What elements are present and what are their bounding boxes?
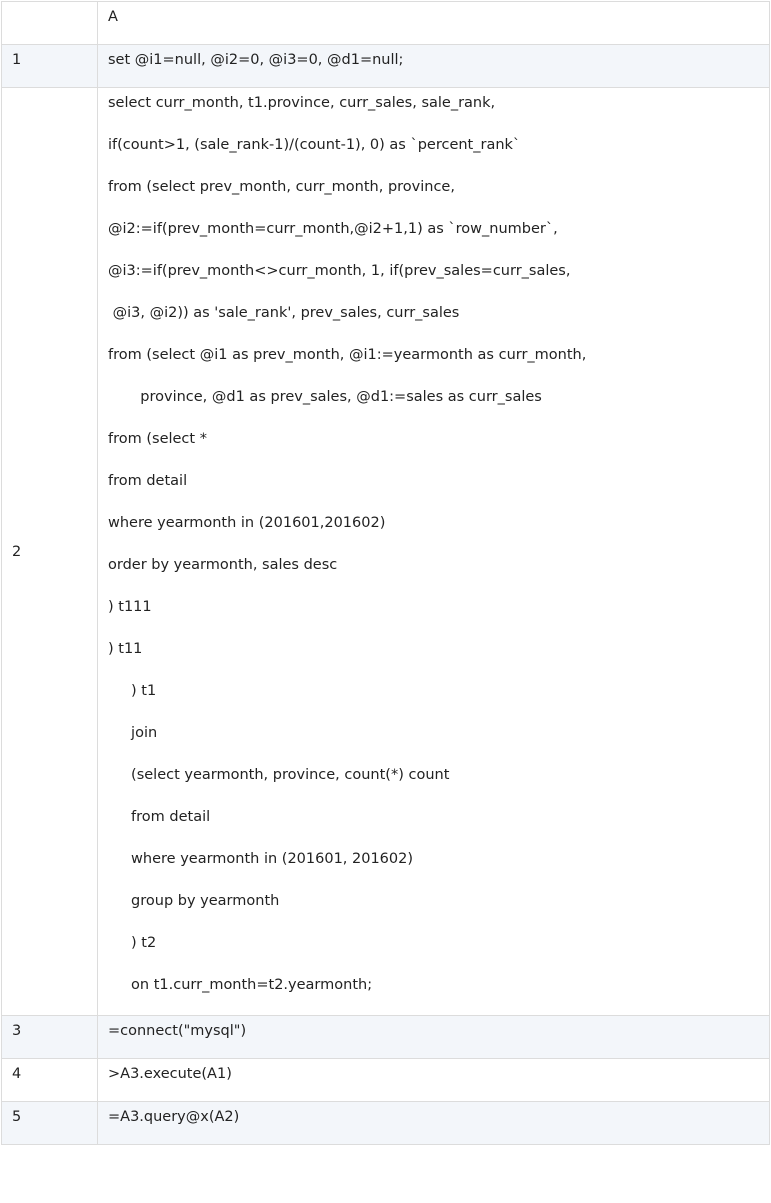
code-line: select curr_month, t1.province, curr_sales, sale_rank, xyxy=(108,95,496,111)
code-line: ) t1 xyxy=(108,683,157,699)
row-number: 2 xyxy=(12,543,22,560)
column-header-a[interactable] xyxy=(98,2,770,45)
cell-text: =A3.query@x(A2) xyxy=(108,1109,240,1125)
table-row-2 xyxy=(2,88,770,1016)
code-line: province, @d1 as prev_sales, @d1:=sales as curr_sales xyxy=(108,389,542,405)
table-row-5 xyxy=(2,1102,770,1145)
spreadsheet-grid xyxy=(1,1,770,1145)
row-number-cell[interactable] xyxy=(2,1016,98,1059)
table-row-1 xyxy=(2,45,770,88)
code-line: @i2:=if(prev_month=curr_month,@i2+1,1) as `row_number`, xyxy=(108,221,558,237)
row-number: 4 xyxy=(12,1066,22,1082)
code-line: where yearmonth in (201601,201602) xyxy=(108,515,386,531)
code-line: from detail xyxy=(108,809,211,825)
cell-text: set @i1=null, @i2=0, @i3=0, @d1=null; xyxy=(108,52,404,68)
code-line: ) t111 xyxy=(108,599,152,615)
row-number: 3 xyxy=(12,1023,22,1039)
cell-a1[interactable] xyxy=(98,45,770,88)
row-number: 1 xyxy=(12,52,22,68)
cell-a2[interactable] xyxy=(98,88,770,1016)
row-number-cell[interactable] xyxy=(2,1059,98,1102)
code-line: ) t11 xyxy=(108,641,143,657)
code-line: join xyxy=(108,725,158,741)
code-line: from (select @i1 as prev_month, @i1:=yearmonth as curr_month, xyxy=(108,347,587,363)
cell-a3[interactable] xyxy=(98,1016,770,1059)
code-line: ) t2 xyxy=(108,935,157,951)
row-number-cell[interactable] xyxy=(2,88,98,1016)
code-line: from (select * xyxy=(108,431,207,447)
row-number: 5 xyxy=(12,1109,22,1125)
code-line: @i3:=if(prev_month<>curr_month, 1, if(prev_sales=curr_sales, xyxy=(108,263,571,279)
column-header-row xyxy=(2,2,770,45)
code-line: order by yearmonth, sales desc xyxy=(108,557,338,573)
code-line: from (select prev_month, curr_month, province, xyxy=(108,179,455,195)
column-header-label: A xyxy=(108,9,118,25)
table-row-4 xyxy=(2,1059,770,1102)
cell-a4[interactable] xyxy=(98,1059,770,1102)
code-line: (select yearmonth, province, count(*) count xyxy=(108,767,450,783)
cell-text: =connect("mysql") xyxy=(108,1023,247,1039)
row-number-cell[interactable] xyxy=(2,45,98,88)
row-number-cell[interactable] xyxy=(2,1102,98,1145)
code-line: if(count>1, (sale_rank-1)/(count-1), 0) as `percent_rank` xyxy=(108,137,521,153)
table-row-3 xyxy=(2,1016,770,1059)
sql-code-block xyxy=(98,88,769,1015)
code-line: group by yearmonth xyxy=(108,893,280,909)
code-line: on t1.curr_month=t2.yearmonth; xyxy=(108,977,373,993)
corner-cell[interactable] xyxy=(2,2,98,45)
code-line: from detail xyxy=(108,473,188,489)
cell-a5[interactable] xyxy=(98,1102,770,1145)
cell-text: >A3.execute(A1) xyxy=(108,1066,232,1082)
code-line: where yearmonth in (201601, 201602) xyxy=(108,851,414,867)
code-line: @i3, @i2)) as 'sale_rank', prev_sales, curr_sales xyxy=(108,305,460,321)
